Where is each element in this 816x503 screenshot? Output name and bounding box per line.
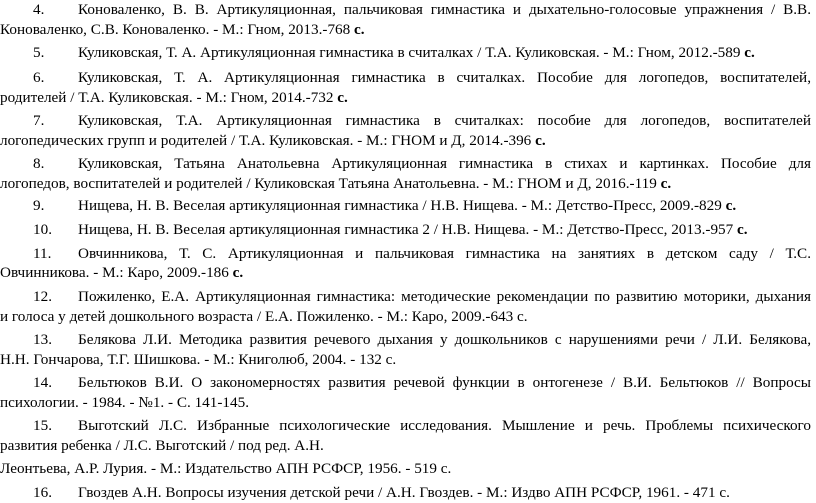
reference-6-line-1: 6. Куликовская, Т. А. Артикуляционная гимнастика в считалках. Пособие для логопедов, воспитателей, — [33, 69, 811, 86]
reference-7-line-2: логопедических групп и родителей / Т.А. Куликовская. - М.: ГНОМ и Д, 2014.-396 с. — [0, 132, 546, 149]
reference-16-line-1: 16. Гвоздев А.Н. Вопросы изучения детской речи / А.Н. Гвоздев. - М.: Издво АПН РСФСР, 1961. - 471 с. — [33, 484, 730, 501]
reference-number: 9. — [33, 197, 45, 214]
reference-13-line-2: Н.Н. Гончарова, Т.Г. Шишкова. - М.: Книголюб, 2004. - 132 с. — [0, 351, 397, 368]
reference-number: 6. — [33, 69, 45, 86]
reference-number: 13. — [33, 331, 52, 348]
reference-5-line-1: 5. Куликовская, Т. А. Артикуляционная гимнастика в считалках / Т.А. Куликовская. - М.: Гном, 2012.-589 с. — [33, 44, 755, 61]
reference-4-line-1: 4. Коноваленко, В. В. Артикуляционная, пальчиковая гимнастика и дыхательно-голосовые упражнения / В.В. — [33, 1, 811, 18]
reference-number: 8. — [33, 155, 45, 172]
reference-15-line-1: 15. Выготский Л.С. Избранные психологические исследования. Мышление и речь. Проблемы психического — [33, 417, 811, 434]
reference-number: 12. — [33, 288, 52, 305]
reference-8-line-1: 8. Куликовская, Татьяна Анатольевна Артикуляционная гимнастика в стихах и картинках. Пособие для — [33, 155, 811, 172]
reference-15-line-2: развития ребенка / Л.С. Выготский / под ред. А.Н. — [0, 437, 324, 454]
reference-12-line-2: и голоса у детей дошкольного возраста / Е.А. Пожиленко. - М.: Каро, 2009.-643 с. — [0, 308, 528, 325]
reference-9-line-1: 9. Нищева, Н. В. Веселая артикуляционная гимнастика / Н.В. Нищева. - М.: Детство-Пресс, 2009.-829 с. — [33, 197, 737, 214]
reference-number: 11. — [33, 245, 52, 262]
reference-number: 15. — [33, 417, 52, 434]
reference-6-line-2: родителей / Т.А. Куликовская. - М.: Гном, 2014.-732 с. — [0, 89, 348, 106]
reference-14-line-1: 14. Бельтюков В.И. О закономерностях развития речевой функции в онтогенезе / В.И. Бельтюков // Вопросы — [33, 374, 811, 391]
reference-number: 5. — [33, 44, 45, 61]
reference-10-line-1: 10. Нищева, Н. В. Веселая артикуляционная гимнастика 2 / Н.В. Нищева. - М.: Детство-Пресс, 2013.-957 с. — [33, 221, 748, 238]
reference-8-line-2: логопедов, воспитателей и родителей / Куликовская Татьяна Анатольевна. - М.: ГНОМ и Д, 2016.-119 с. — [0, 175, 672, 192]
reference-number: 7. — [33, 112, 45, 129]
reference-14-line-2: психологии. - 1984. - №1. - С. 141-145. — [0, 394, 250, 411]
reference-4-line-2: Коноваленко, С.В. Коноваленко. - М.: Гном, 2013.-768 с. — [0, 21, 365, 38]
reference-11-line-1: 11. Овчинникова, Т. С. Артикуляционная и пальчиковая гимнастика на занятиях в детском саду / Т.С. — [33, 245, 811, 262]
reference-12-line-1: 12. Пожиленко, Е.А. Артикуляционная гимнастика: методические рекомендации по развитию моторики, дыхания — [33, 288, 811, 305]
reference-number: 14. — [33, 374, 52, 391]
reference-number: 16. — [33, 484, 52, 501]
reference-11-line-2: Овчинникова. - М.: Каро, 2009.-186 с. — [0, 264, 244, 281]
reference-number: 4. — [33, 1, 45, 18]
reference-13-line-1: 13. Белякова Л.И. Методика развития речевого дыхания у дошкольников с нарушениями речи / Л.И. Белякова, — [33, 331, 811, 348]
reference-number: 10. — [33, 221, 52, 238]
reference-7-line-1: 7. Куликовская, Т.А. Артикуляционная гимнастика в считалках: пособие для логопедов, воспитателей — [33, 112, 811, 129]
reference-15-line-3: Леонтьева, А.Р. Лурия. - М.: Издательство АПН РСФСР, 1956. - 519 с. — [0, 460, 452, 477]
